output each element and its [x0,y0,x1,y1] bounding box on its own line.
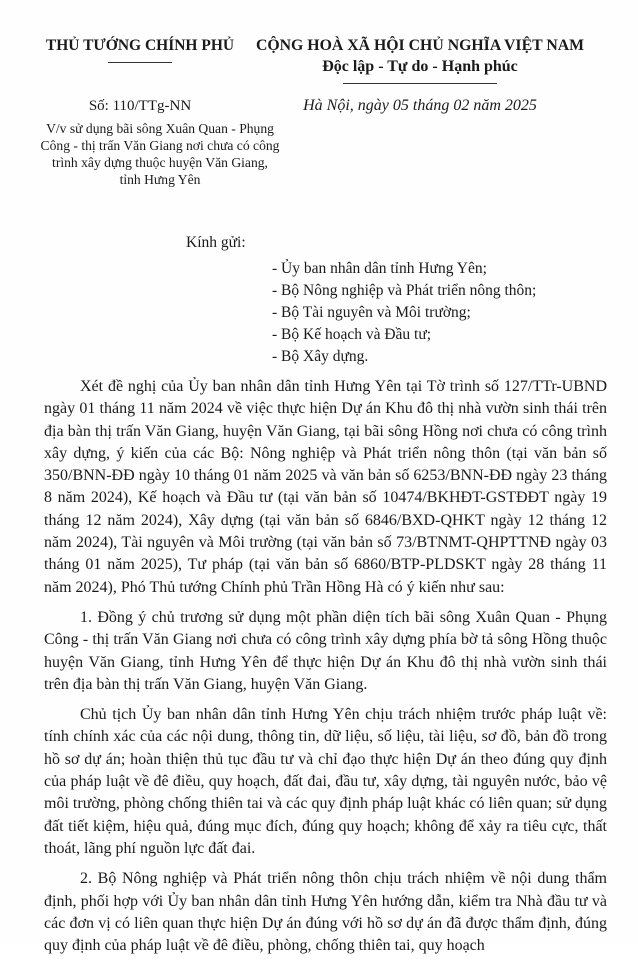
national-motto: Độc lập - Tự do - Hạnh phúc [322,58,518,75]
addressee-item: - Bộ Kế hoạch và Đầu tư; [272,326,432,343]
agency-underline [108,62,172,63]
motto-underline [343,83,497,84]
national-title: CỘNG HOÀ XÃ HỘI CHỦ NGHĨA VIỆT NAM [255,37,585,54]
addressee-list [272,258,536,368]
issuing-agency: THỦ TƯỚNG CHÍNH PHỦ [45,37,235,54]
body-paragraph-item-2: 2. Bộ Nông nghiệp và Phát triển nông thôn chịu trách nhiệm về nội dung thẩm định, phối hợp với Ủy ban nhân dân tỉnh Hưng Yên hướng dẫn, kiểm tra Nhà đầu tư và các đơn vị có liên quan thực hiện Dự án đúng với hồ sơ dự án đã được thẩm định, đúng quy định của pháp luật về đê điều, phòng, chống thiên tai, quy hoạch [44,870,607,955]
body-paragraph-responsibility: Chủ tịch Ủy ban nhân dân tỉnh Hưng Yên chịu trách nhiệm trước pháp luật về: tính chính xác của các nội dung, thông tin, dữ liệu, số liệu, tài liệu, sơ đồ, bản đồ trong hồ sơ dự án; hoàn thiện thủ tục đầu tư và chỉ đạo thực hiện Dự án theo đúng quy định của pháp luật về đê điều, quy hoạch, đất đai, đầu tư, xây dựng, tài nguyên nước, bảo vệ môi trường, phòng chống thiên tai và các quy định pháp luật khác có liên quan; sử dụng đất tiết kiệm, hiệu quả, đúng mục đích, đúng quy hoạch; không để xảy ra tiêu cực, thất thoát, lãng phí nguồn lực đất đai. [44,706,607,857]
issuing-agency-block [40,36,240,63]
addressee-item: - Bộ Tài nguyên và Môi trường; [272,304,471,321]
body-paragraph-item-1: 1. Đồng ý chủ trương sử dụng một phần diện tích bãi sông Xuân Quan - Phụng Công - thị trấn Văn Giang nơi chưa có công trình xây dựng phía bờ tả sông Hồng thuộc huyện Văn Giang, tỉnh Hưng Yên để thực hiện Dự án Khu đô thị nhà vườn sinh thái trên địa bàn thị trấn Văn Giang, huyện Văn Giang. [44,608,607,693]
body-paragraph-preamble: Xét đề nghị của Ủy ban nhân dân tỉnh Hưng Yên tại Tờ trình số 127/TTr-UBND ngày 01 tháng 11 năm 2024 về việc thực hiện Dự án Khu đô thị nhà vườn sinh thái trên địa bàn thị trấn Văn Giang, huyện Văn Giang, tại bãi sông Hồng nơi chưa có công trình xây dựng, ý kiến của các Bộ: Nông nghiệp và Phát triển nông thôn (tại văn bản số 350/BNN-ĐĐ ngày 10 tháng 01 năm 2025 và văn bản số 6253/BNN-ĐĐ ngày 23 tháng 8 năm 2024), Kế hoạch và Đầu tư (tại văn bản số 10474/BKHĐT-GSTĐĐT ngày 19 tháng 12 năm 2024), Xây dựng (tại văn bản số 6846/BXD-QHKT ngày 12 tháng 12 năm 2024), Tài nguyên và Môi trường (tại văn bản số 73/BTNMT-QHPTTNĐ ngày 03 tháng 01 năm 2025), Tư pháp (tại văn bản số 6860/BTP-PLDSKT ngày 28 tháng 11 năm 2024), Phó Thủ tướng Chính phủ Trần Hồng Hà có ý kiến như sau: [44,378,607,596]
addressee-item: - Ủy ban nhân dân tỉnh Hưng Yên; [272,260,487,277]
addressees-label: Kính gửi: [186,234,246,251]
addressee-item: - Bộ Xây dựng. [272,348,369,365]
national-title-block [228,36,612,84]
place-and-date: Hà Nội, ngày 05 tháng 02 năm 2025 [303,97,537,114]
document-subject: V/v sử dụng bãi sông Xuân Quan - Phụng Công - thị trấn Văn Giang nơi chưa có công trình xây dựng thuộc huyện Văn Giang, tỉnh Hưng Yên [40,121,280,187]
addressee-item: - Bộ Nông nghiệp và Phát triển nông thôn; [272,282,537,299]
document-number: Số: 110/TTg-NN [88,98,192,114]
document-body [44,376,607,965]
